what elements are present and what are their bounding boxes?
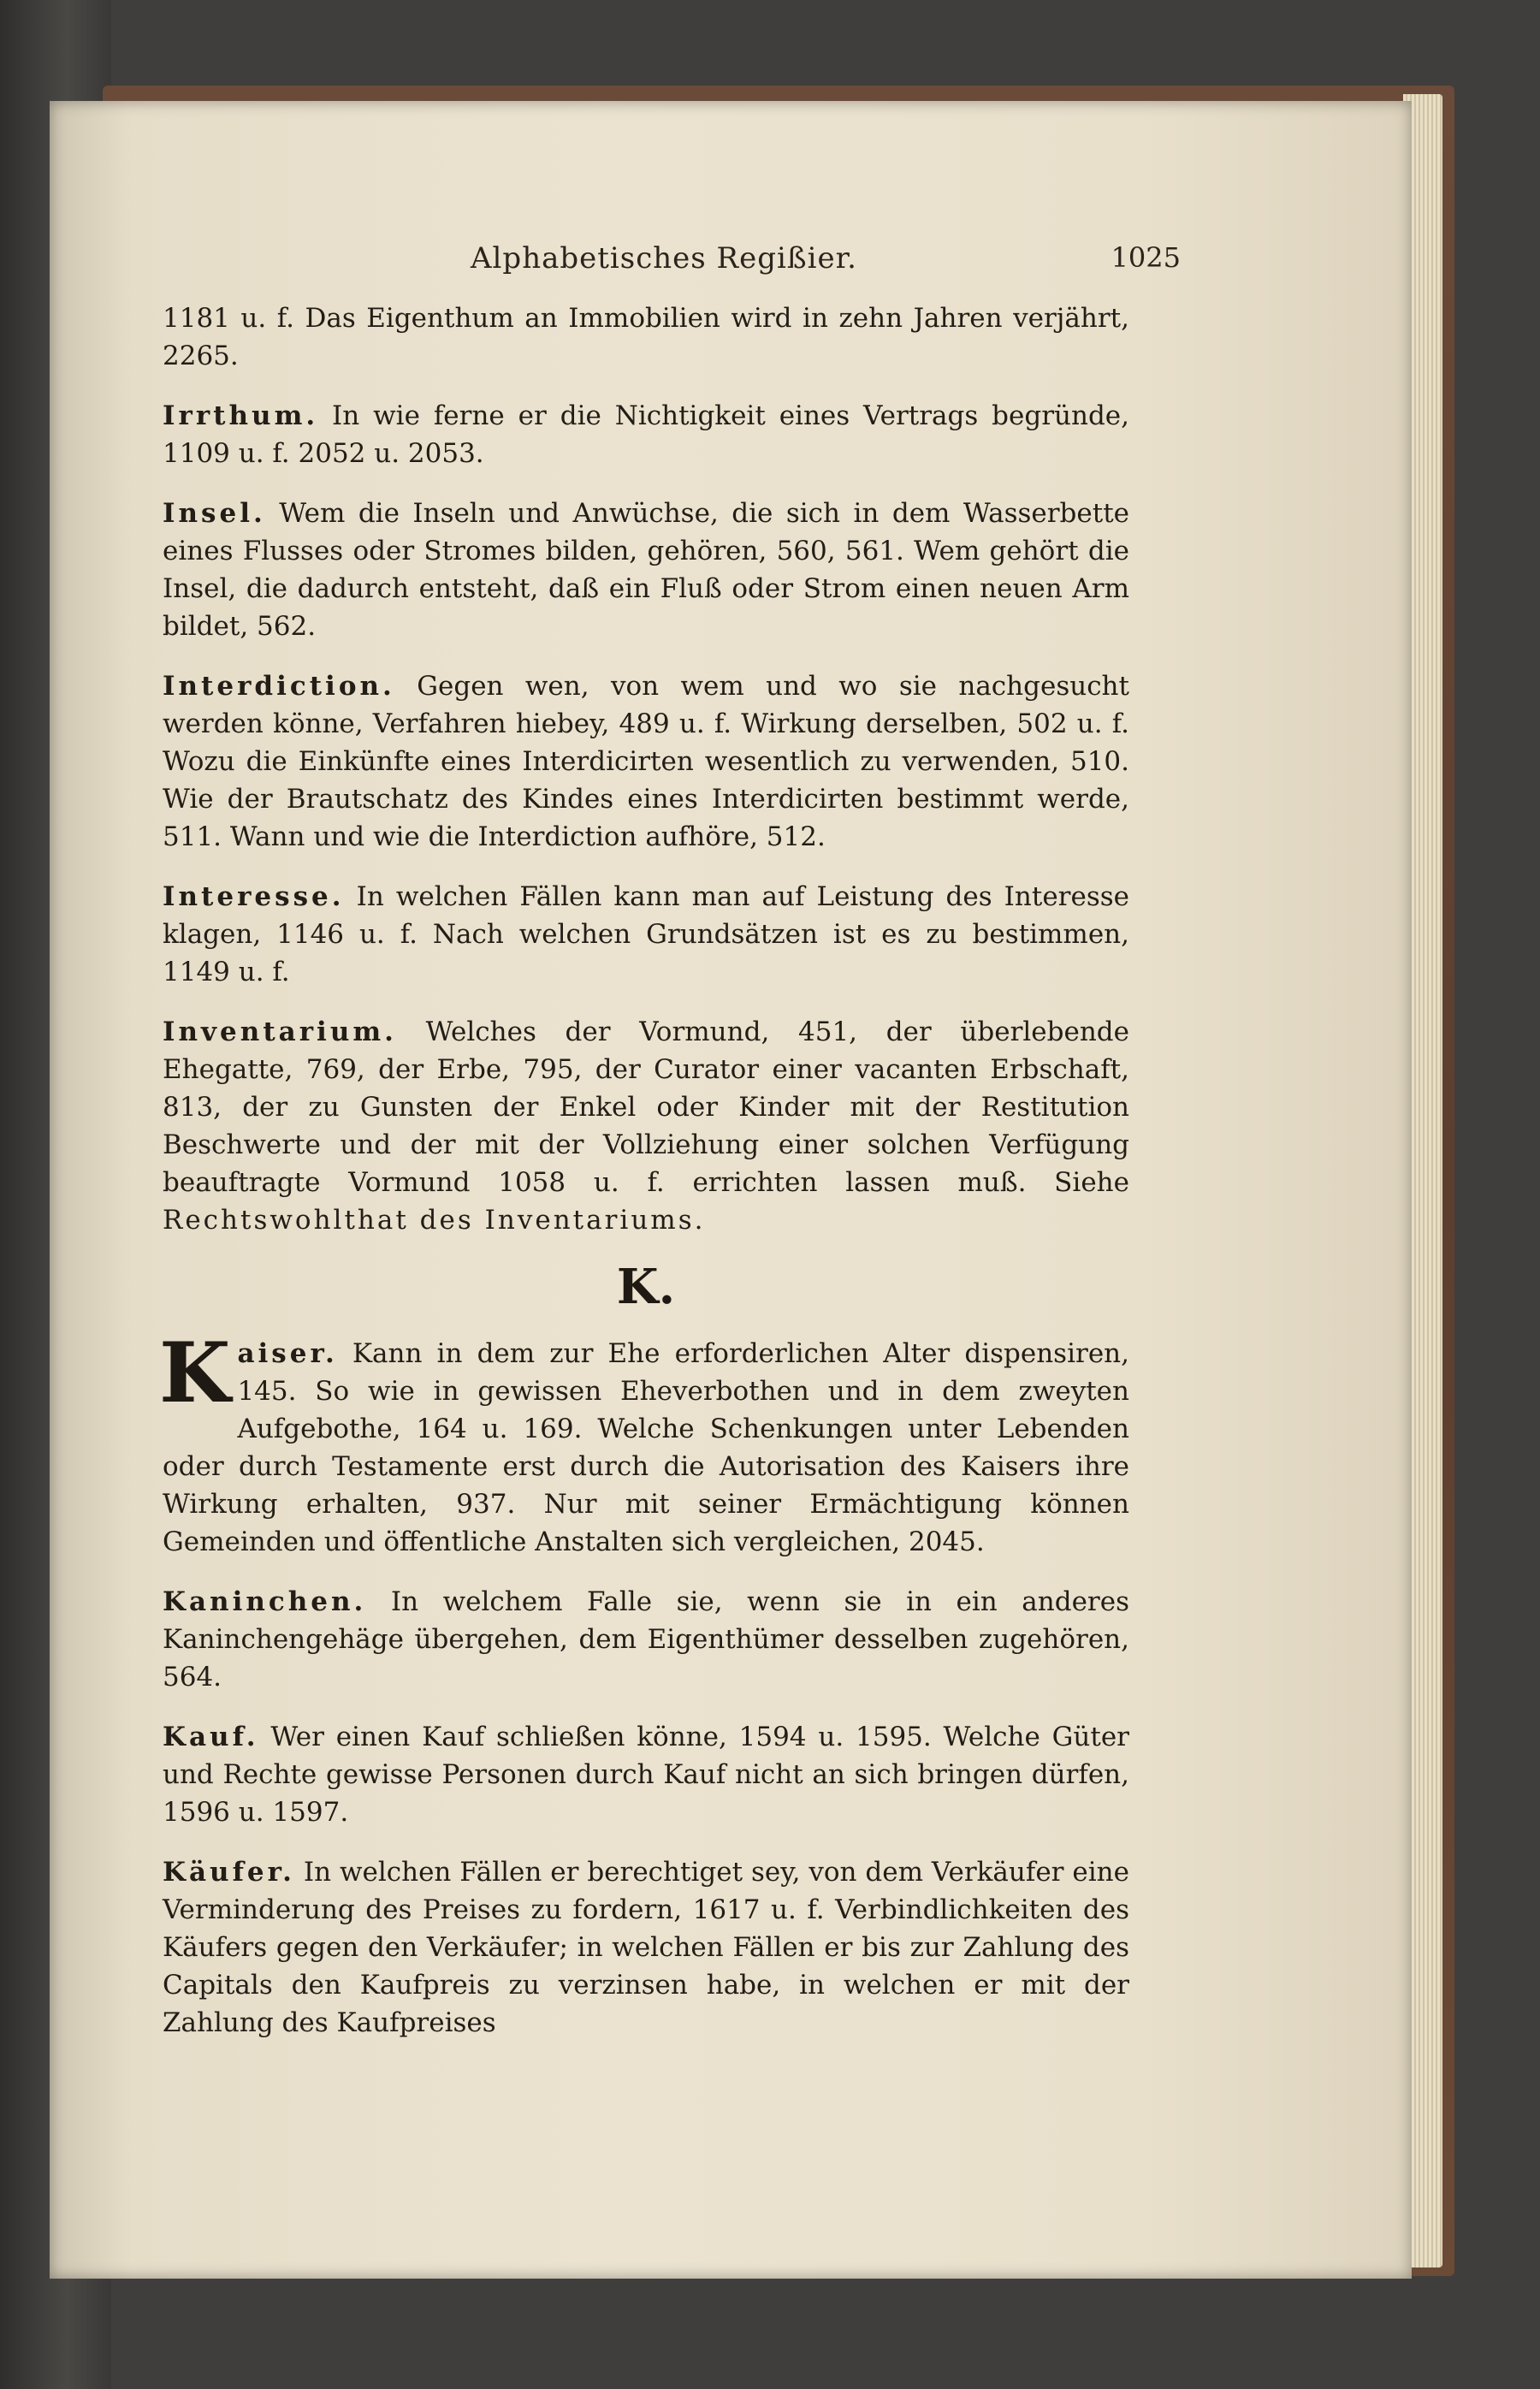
index-entry-irrthum bbox=[163, 397, 1129, 472]
entry-text: In welchen Fällen er berechtiget sey, von dem Verkäufer eine Verminderung des Preises zu fordern, 1617 u. f. Verbindlichkeiten des Käufers gegen den Verkäufer; in welchen Fällen er bis zur Zahlung des Capitals den Kaufpreis zu verzinsen habe, in welchen er mit der Zahlung des Kaufpreises bbox=[163, 1857, 1129, 2038]
entry-headword: Kauf. bbox=[163, 1722, 259, 1752]
index-entry-kauf bbox=[163, 1718, 1129, 1831]
entry-headword: aiser. bbox=[237, 1338, 338, 1369]
entry-text: Gegen wen, von wem und wo sie nachgesucht werden könne, Verfahren hiebey, 489 u. f. Wirkung derselben, 502 u. f. Wozu die Einkünfte eines Interdicirten wesentlich zu verwenden, 510. Wie der Brautschatz des Kindes eines Interdicirten bestimmt werde, 511. Wann und wie die Interdiction aufhöre, 512. bbox=[163, 671, 1129, 852]
entry-text: In wie ferne er die Nichtigkeit eines Vertrags begründe, 1109 u. f. 2052 u. 2053. bbox=[163, 400, 1129, 469]
entry-text: Wer einen Kauf schließen könne, 1594 u. 1595. Welche Güter und Rechte gewisse Personen durch Kauf nicht an sich bringen dürfen, 1596 u. 1597. bbox=[163, 1722, 1129, 1828]
entry-headword: Kaninchen. bbox=[163, 1586, 367, 1617]
section-letter-heading: K. bbox=[616, 1259, 676, 1315]
index-text bbox=[159, 299, 1129, 2064]
index-entry-inventarium bbox=[163, 1013, 1129, 1239]
cross-reference: Rechtswohlthat des Inventariums. bbox=[163, 1205, 706, 1236]
page-number: 1025 bbox=[1111, 241, 1181, 274]
index-entry-kaiser bbox=[159, 1325, 1129, 1561]
entry-text: Wem die Inseln und Anwüchse, die sich in dem Wasserbette eines Flusses oder Stromes bilden, gehören, 560, 561. Wem gehört die Insel, die dadurch entsteht, daß ein Fluß oder Strom einen neuen Arm bildet, 562. bbox=[163, 498, 1129, 642]
index-entry-kaeufer bbox=[163, 1853, 1129, 2042]
index-entry-interesse bbox=[163, 878, 1129, 991]
page-header bbox=[163, 241, 1181, 284]
entry-headword: Interesse. bbox=[163, 881, 345, 912]
entry-text: In welchen Fällen kann man auf Leistung des Interesse klagen, 1146 u. f. Nach welchen Grundsätzen ist es zu bestimmen, 1149 u. f. bbox=[163, 881, 1129, 987]
entry-headword: Käufer. bbox=[163, 1857, 295, 1888]
entry-text: In welchem Falle sie, wenn sie in ein anderes Kaninchengehäge übergehen, dem Eigenthümer desselben zugehören, 564. bbox=[163, 1586, 1129, 1692]
entry-text: 1181 u. f. Das Eigenthum an Immobilien wird in zehn Jahren verjährt, 2265. bbox=[163, 303, 1129, 371]
index-entry-kaninchen bbox=[163, 1583, 1129, 1696]
index-entry-insel bbox=[163, 495, 1129, 645]
entry-headword: Irrthum. bbox=[163, 400, 319, 431]
entry-headword: Insel. bbox=[163, 498, 266, 529]
entry-text: Welches der Vormund, 451, der überlebende Ehegatte, 769, der Erbe, 795, der Curator einer vacanten Erbschaft, 813, der zu Gunsten der Enkel oder Kinder mit der Restitution Beschwerte und der mit der Vollziehung einer solchen Verfügung beauftragte Vormund 1058 u. f. errichten lassen muß. Siehe bbox=[163, 1017, 1129, 1198]
entry-text: Kann in dem zur Ehe erforderlichen Alter dispensiren, 145. So wie in gewissen Eheverbothen und in dem zweyten Aufgebothe, 164 u. 169. Welche Schenkungen unter Lebenden oder durch Testamente erst durch die Autorisation des Kaisers ihre Wirkung erhalten, 937. Nur mit seiner Ermächtigung können Gemeinden und öffentliche Anstalten sich vergleichen, 2045. bbox=[163, 1338, 1129, 1557]
drop-cap: K bbox=[159, 1325, 231, 1421]
running-title: Alphabetisches Regißier. bbox=[471, 241, 857, 276]
index-entry-interdiction bbox=[163, 667, 1129, 856]
entry-headword: Interdiction. bbox=[163, 671, 395, 702]
entry-headword: Inventarium. bbox=[163, 1017, 397, 1047]
index-entry-continuation bbox=[163, 299, 1129, 375]
